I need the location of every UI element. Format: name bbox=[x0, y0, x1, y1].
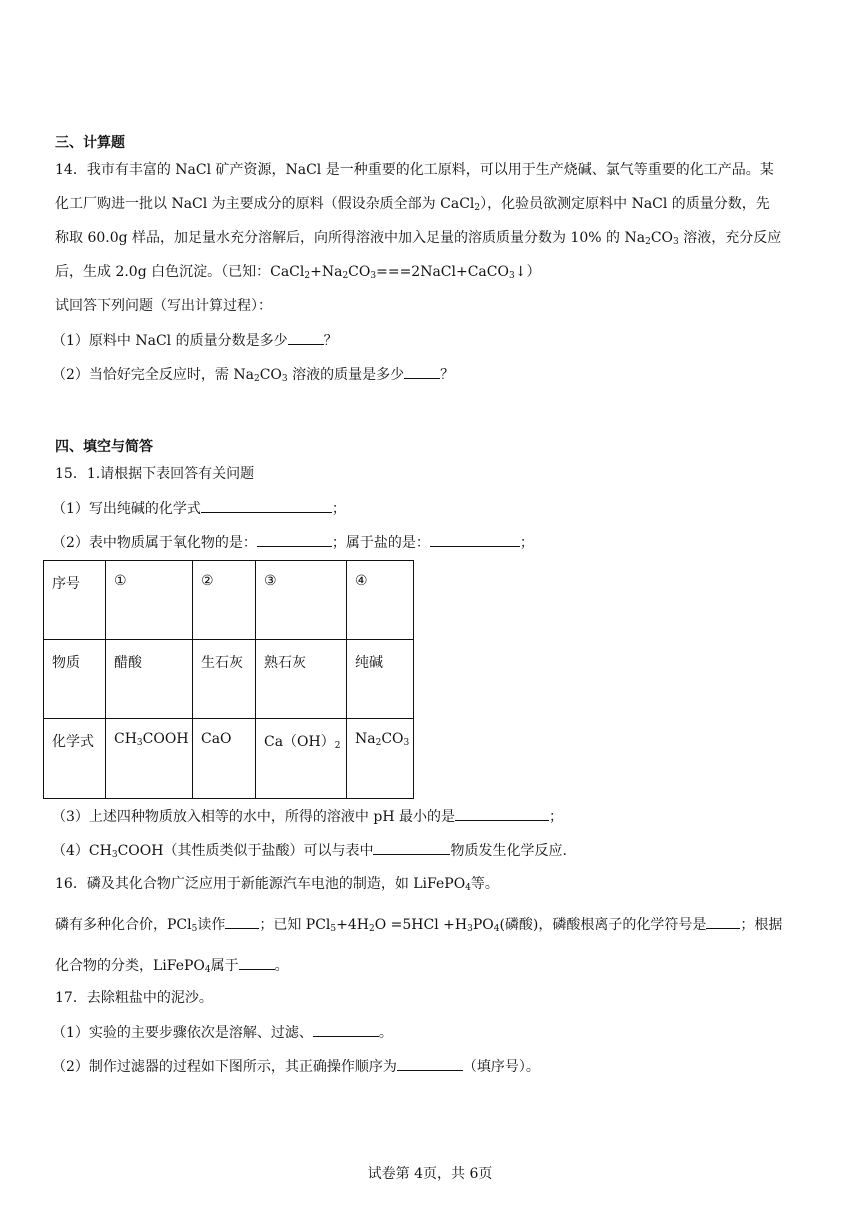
answer-blank[interactable] bbox=[288, 330, 324, 345]
table-cell: $Ca(OH)_2$ bbox=[256, 719, 347, 799]
table-cell: 生石灰 bbox=[193, 640, 256, 719]
answer-blank[interactable] bbox=[373, 840, 450, 855]
table-cell: 纯碱 bbox=[347, 640, 414, 719]
answer-blank[interactable] bbox=[257, 532, 332, 547]
table-cell: ① bbox=[106, 561, 193, 640]
substance-table bbox=[43, 560, 414, 799]
q14-part-1: （1）原料中 NaCl 的质量分数是多少 ？ bbox=[52, 330, 338, 351]
answer-blank[interactable] bbox=[404, 364, 440, 379]
q14-part-2: （2）当恰好完全反应时，需 $Na_2CO_3$ 溶液的质量是多少 ？ bbox=[52, 364, 454, 385]
answer-blank[interactable] bbox=[239, 955, 275, 970]
table-cell: ② bbox=[193, 561, 256, 640]
answer-blank[interactable] bbox=[706, 914, 740, 929]
section-3-heading: 三、计算题 bbox=[55, 135, 125, 151]
q16-intro: 16．磷及其化合物广泛应用于新能源汽车电池的制造，如 LiFePO$_4$等。 bbox=[55, 876, 499, 893]
table-row bbox=[44, 640, 414, 719]
section-4-heading: 四、填空与简答 bbox=[55, 439, 153, 455]
table-cell: 熟石灰 bbox=[256, 640, 347, 719]
table-cell: ③ bbox=[256, 561, 347, 640]
table-cell: CaO bbox=[193, 719, 256, 799]
table-cell: 化学式 bbox=[44, 719, 106, 799]
q14-line-2: 化工厂购进一批以 NaCl 为主要成分的原料（假设杂质全部为 CaCl$_2$），化验员欲测定原料中 NaCl 的质量分数，先 bbox=[55, 196, 770, 213]
q15-part-3: （3）上述四种物质放入相等的水中，所得的溶液中 pH 最小的是 ； bbox=[52, 806, 563, 827]
table-row bbox=[44, 719, 414, 799]
q17-intro: 17．去除粗盐中的泥沙。 bbox=[55, 990, 213, 1006]
answer-blank[interactable] bbox=[455, 806, 549, 821]
q15-part-4: $(4)CH_3COOH$（其性质类似于盐酸）可以与表中 物质发生化学反应. bbox=[52, 840, 567, 861]
page-footer: 试卷第 4页，共 6页 bbox=[367, 1166, 493, 1182]
q14-line-4: 后，生成 2.0g 白色沉淀。（已知：$CaCl_2+Na_2CO_3===2NaCl+CaCO_3↓$） bbox=[55, 264, 541, 281]
table-cell: $CH_3COOH$ bbox=[106, 719, 193, 799]
q14-line-1: 14．我市有丰富的 NaCl 矿产资源，NaCl 是一种重要的化工原料，可以用于生产烧碱、氯气等重要的化工产品。某 bbox=[55, 162, 774, 178]
answer-blank[interactable] bbox=[430, 532, 520, 547]
answer-blank[interactable] bbox=[313, 1022, 379, 1037]
q16-line-2: 化合物的分类，LiFePO$_4$属于 。 bbox=[55, 955, 289, 976]
table-cell: ④ bbox=[347, 561, 414, 640]
q15-intro: 15．1.请根据下表回答有关问题 bbox=[55, 466, 255, 482]
q15-part-1: （1）写出纯碱的化学式 ； bbox=[52, 498, 346, 519]
answer-blank[interactable] bbox=[397, 1056, 463, 1071]
q17-part-2: （2）制作过滤器的过程如下图所示，其正确操作顺序为 （填序号）。 bbox=[52, 1056, 540, 1077]
q16-line-1: 磷有多种化合价，PCl$_5$读作 ；已知 $PCl_5+4H_2O =5HCl +H_3PO_4$(磷酸)，磷酸根离子的化学符号是 ；根据 bbox=[55, 914, 782, 935]
table-cell: 醋酸 bbox=[106, 640, 193, 719]
q14-prompt: 试回答下列问题（写出计算过程）： bbox=[55, 298, 272, 314]
answer-blank[interactable] bbox=[201, 498, 332, 513]
table-cell: $Na_2CO_3$ bbox=[347, 719, 414, 799]
table-cell: 序号 bbox=[44, 561, 106, 640]
table-cell: 物质 bbox=[44, 640, 106, 719]
answer-blank[interactable] bbox=[225, 914, 259, 929]
q17-part-1: （1）实验的主要步骤依次是溶解、过滤、 。 bbox=[52, 1022, 393, 1043]
table-row bbox=[44, 561, 414, 640]
q15-part-2: （2）表中物质属于氧化物的是： ；属于盐的是： ； bbox=[52, 532, 534, 553]
q14-line-3: 称取 60.0g 样品，加足量水充分溶解后，向所得溶液中加入足量的溶质质量分数为 10% 的 $Na_2CO_3$ 溶液，充分反应 bbox=[55, 230, 782, 247]
